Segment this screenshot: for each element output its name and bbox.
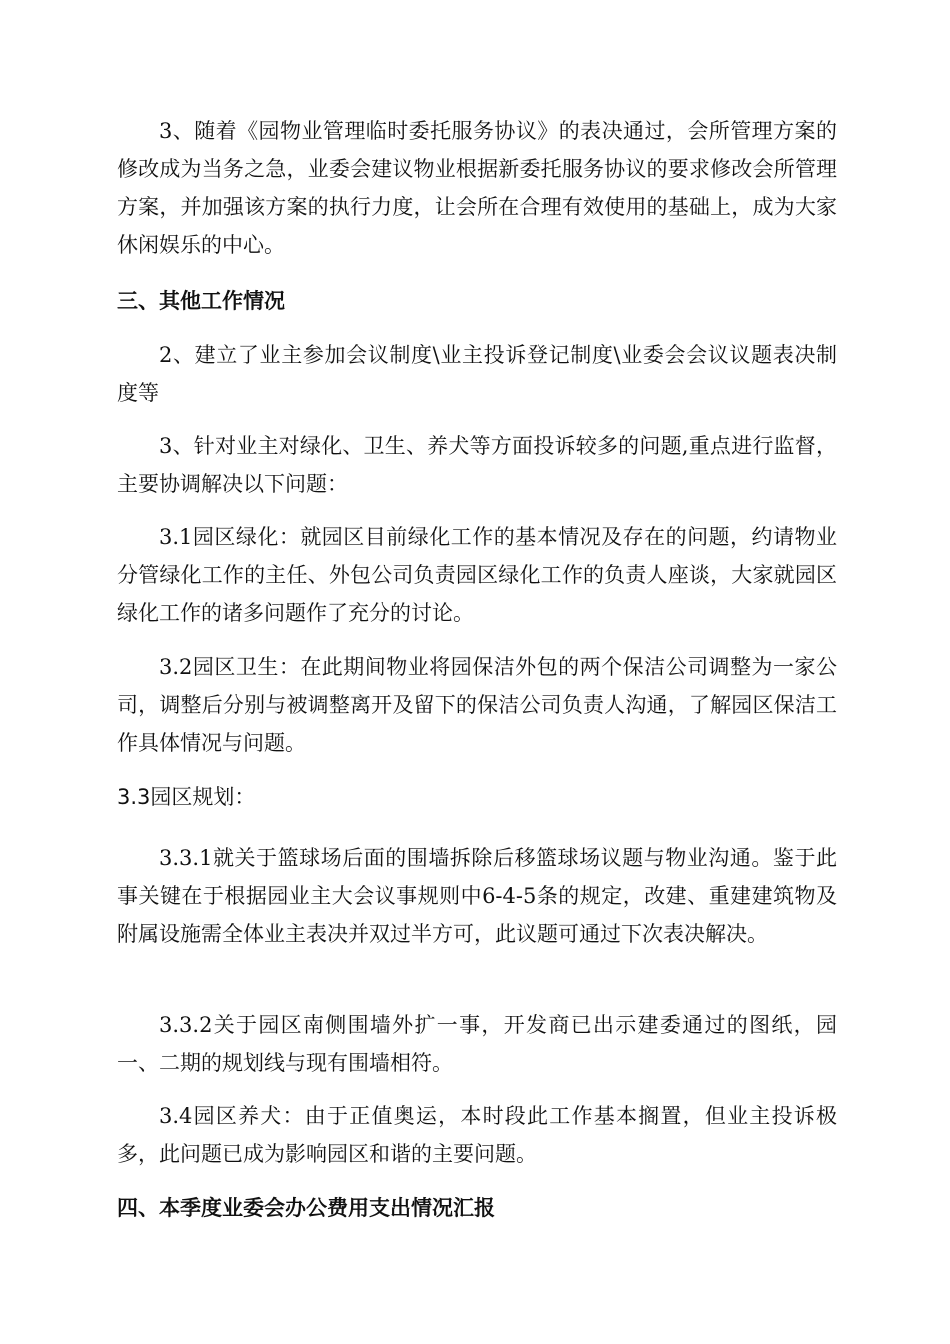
paragraph-complaints-supervision: 3、针对业主对绿化、卫生、养犬等方面投诉较多的问题,重点进行监督，主要协调解决以下问题：: [117, 434, 837, 496]
paragraph-basketball-wall: 3.3.1就关于篮球场后面的围墙拆除后移篮球场议题与物业沟通。鉴于此事关键在于根据园业主大会议事规则中6-4-5条的规定，改建、重建建筑物及附属设施需全体业主表决并双过半方可，此议题可通过下次表决解决。: [117, 846, 837, 946]
subheading-planning: [117, 778, 837, 816]
paragraph-greening: 3.1园区绿化：就园区目前绿化工作的基本情况及存在的问题，约请物业分管绿化工作的主任、外包公司负责园区绿化工作的负责人座谈，大家就园区绿化工作的诸多问题作了充分的讨论。: [117, 525, 837, 625]
paragraph-south-wall: 3.3.2关于园区南侧围墙外扩一事，开发商已出示建委通过的图纸，园一、二期的规划线与现有围墙相符。: [117, 1013, 837, 1075]
paragraph-sanitation: 3.2园区卫生：在此期间物业将园保洁外包的两个保洁公司调整为一家公司，调整后分别与被调整离开及留下的保洁公司负责人沟通，了解园区保洁工作具体情况与问题。: [117, 655, 837, 755]
subheading-planning-text: 园区规划：: [150, 785, 256, 809]
paragraph-clubhouse-plan: 3、随着《园物业管理临时委托服务协议》的表决通过，会所管理方案的修改成为当务之急，业委会建议物业根据新委托服务协议的要求修改会所管理方案，并加强该方案的执行力度，让会所在合理有效使用的基础上，成为大家休闲娱乐的中心。: [117, 119, 837, 257]
section-heading-expenses: 四、本季度业委会办公费用支出情况汇报: [117, 1196, 495, 1220]
paragraph-meeting-systems: 2、建立了业主参加会议制度\业主投诉登记制度\业委会会议议题表决制度等: [117, 343, 837, 405]
paragraph-dog-keeping: 3.4园区养犬：由于正值奥运，本时段此工作基本搁置，但业主投诉极多，此问题已成为影响园区和谐的主要问题。: [117, 1104, 837, 1166]
subheading-planning-number: 3.3: [117, 785, 151, 809]
section-heading-other-work: 三、其他工作情况: [117, 289, 285, 313]
